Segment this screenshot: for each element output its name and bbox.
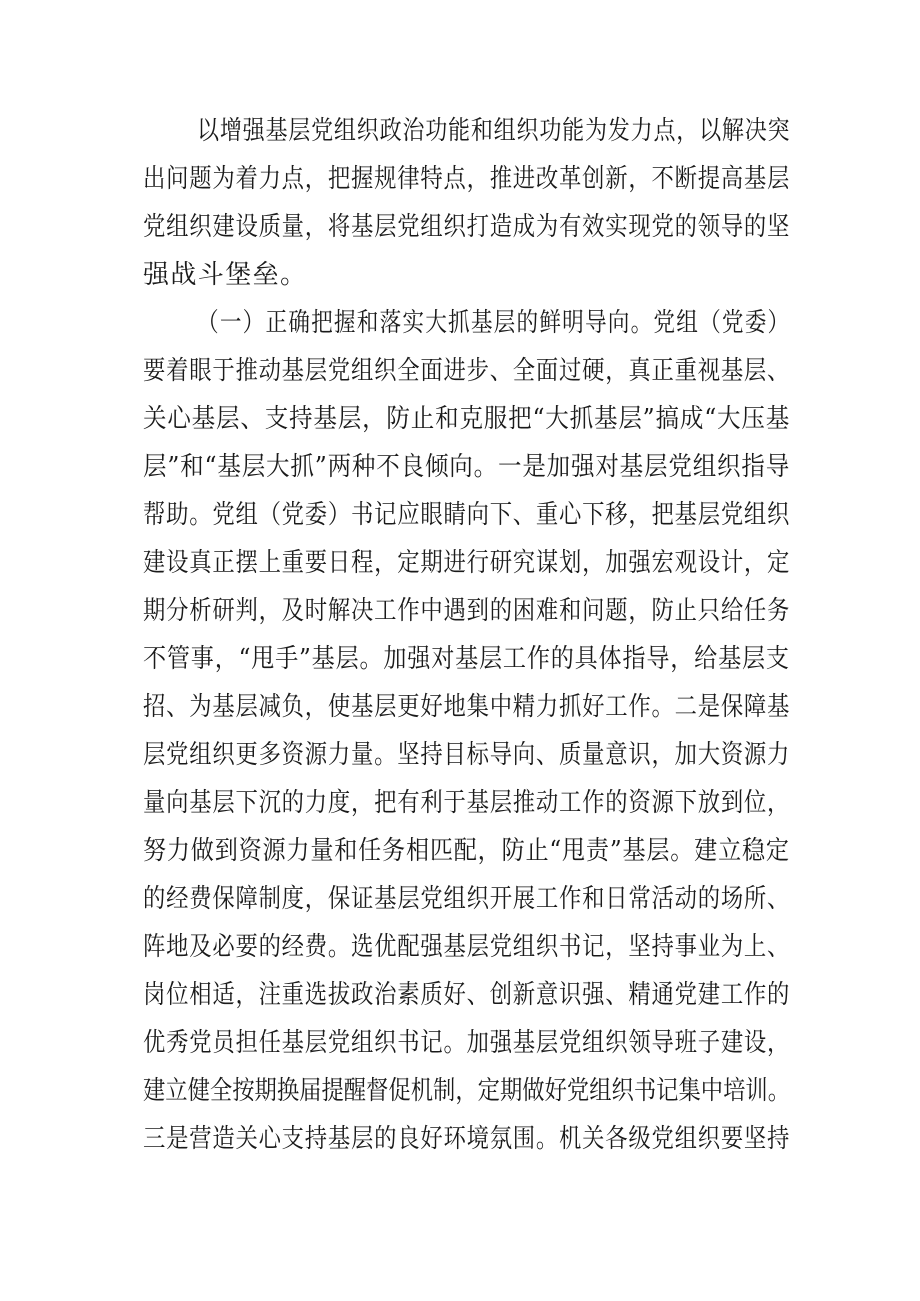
- text-line: 关心基层、支持基层，防止和克服把“大抓基层”搞成“大压基: [143, 404, 791, 434]
- text-line: 招、为基层减负，使基层更好地集中精力抓好工作。二是保障基: [143, 692, 791, 722]
- text-line: 建立健全按期换届提醒督促机制，定期做好党组织书记集中培训。: [143, 1076, 791, 1106]
- text-line: 三是营造关心支持基层的良好环境氛围。机关各级党组织要坚持: [143, 1124, 791, 1154]
- text-line: 层党组织更多资源力量。坚持目标导向、质量意识，加大资源力: [143, 740, 791, 770]
- text-line: 要着眼于推动基层党组织全面进步、全面过硬，真正重视基层、: [143, 356, 791, 386]
- text-line: （一）正确把握和落实大抓基层的鲜明导向。党组（党委）: [197, 308, 791, 338]
- text-line: 建设真正摆上重要日程，定期进行研究谋划，加强宏观设计，定: [143, 548, 791, 578]
- text-line: 出问题为着力点，把握规律特点，推进改革创新，不断提高基层: [143, 164, 791, 194]
- text-line: 阵地及必要的经费。选优配强基层党组织书记，坚持事业为上、: [143, 932, 791, 962]
- text-line: 优秀党员担任基层党组织书记。加强基层党组织领导班子建设，: [143, 1028, 791, 1058]
- text-line: 帮助。党组（党委）书记应眼睛向下、重心下移，把基层党组织: [143, 500, 791, 530]
- text-line: 不管事，“甩手”基层。加强对基层工作的具体指导，给基层支: [143, 644, 790, 674]
- text-line: 量向基层下沉的力度，把有利于基层推动工作的资源下放到位，: [143, 788, 791, 818]
- text-line: 的经费保障制度，保证基层党组织开展工作和日常活动的场所、: [143, 884, 791, 914]
- text-line: 以增强基层党组织政治功能和组织功能为发力点，以解决突: [197, 116, 791, 146]
- text-line: 岗位相适，注重选拔政治素质好、创新意识强、精通党建工作的: [143, 980, 791, 1010]
- text-line: 党组织建设质量，将基层党组织打造成为有效实现党的领导的坚: [143, 212, 791, 242]
- text-line: 努力做到资源力量和任务相匹配，防止“甩责”基层。建立稳定: [143, 836, 790, 866]
- text-line: 强战斗堡垒。: [143, 260, 308, 290]
- text-line: 期分析研判，及时解决工作中遇到的困难和问题，防止只给任务: [143, 596, 791, 626]
- text-line: 层”和“基层大抓”两种不良倾向。一是加强对基层党组织指导: [143, 452, 791, 482]
